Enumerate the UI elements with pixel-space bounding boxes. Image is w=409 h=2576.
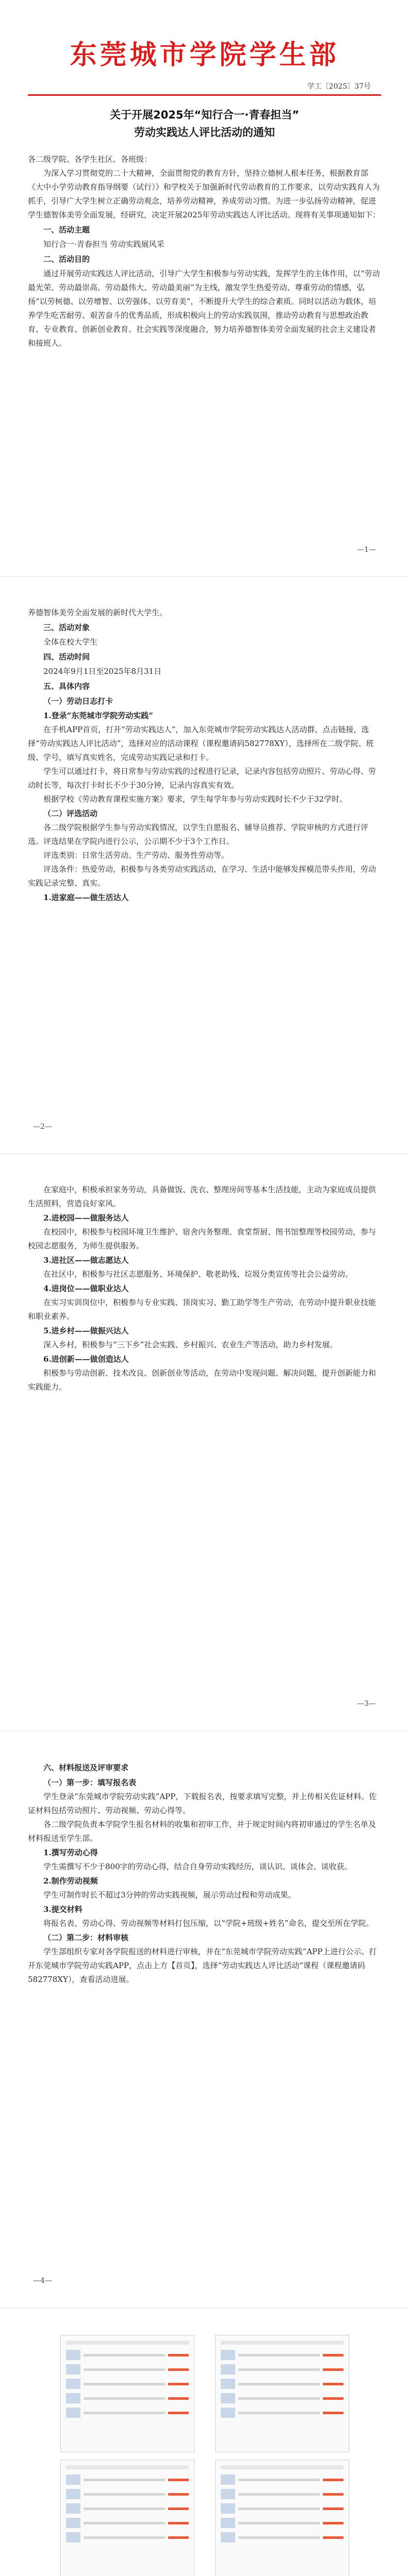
continued-paragraph: 养德智体美劳全面发展的新时代大学生。 [28,608,168,617]
purpose-paragraph: 通过开展劳动实践达人评比活动，引导广大学生积极参与劳动实践，发挥学生的主体作用，以“劳动最光荣、劳动最崇高、劳动最伟大、劳动最美丽”为主线，激发学生热爱劳动、尊重劳动的情感，弘扬“以劳树德、以劳增智、以劳强体、以劳育美”，不断提升大学生的综合素质。同时以活动为载体，培养学生吃苦耐劳、艰苦奋斗的优秀品质，形成积极向上的劳动实践氛围，推动劳动教育与思想政治教育、专业教育、创新创业教育、社会实践等深度融合，努力培养德智体美劳全面发展的社会主义建设者和接班人。 [28,269,380,348]
document-number: 学工〔2025〕37号 [307,82,371,91]
subheading-community: 3.进社区——做志愿达人 [43,1256,129,1265]
theme-text: 知行合一·青春担当 劳动实践展风采 [43,240,165,249]
org-header: 东莞城市学院学生部 [70,40,339,71]
section-heading-materials: 六、材料报送及评审要求 [43,1763,129,1772]
subheading-checkin: （一）劳动日志打卡 [43,697,113,706]
subheading-innovation: 6.进创新——做创造达人 [43,1354,129,1364]
title-line-1: 关于开展2025年“知行合一·青春担当” [109,109,300,121]
document-page-4 [0,1731,409,2308]
requirement-paragraph: 根据学校《劳动教育课程实施方案》要求，学生每学年参与劳动实践时长不少于32学时。 [43,794,348,804]
category-paragraph: 评选类别：日常生活劳动、生产劳动、服务性劳动等。 [43,851,230,860]
target-text: 全体在校大学生 [43,637,98,647]
submit-paragraph: 将报名表、劳动心得、劳动视频等材料打包压缩，以“学院+班级+姓名”命名，提交至所在学院。 [43,1919,374,1928]
step1-paragraph-b: 各二级学院负责本学院学生报名材料的收集和初审工作，并于规定时间内将初审通过的学生名单及材料报送至学生部。 [28,1820,377,1843]
intro-paragraph: 为深入学习贯彻党的二十大精神，全面贯彻党的教育方针，坚持立德树人根本任务，根据教育部《大中小学劳动教育指导纲要（试行）》和学校关于加强新时代劳动教育的工作要求，以劳动实践育人为抓手，引导广大学生树立正确劳动观念，培养劳动精神，养成劳动习惯。为进一步弘扬劳动精神，促进学生德智体美劳全面发展，经研究，决定开展2025年劳动实践达人评比活动。现将有关事项通知如下： [28,168,381,219]
title-line-2: 劳动实践达人评比活动的通知 [134,126,275,139]
subheading-rural: 5.进乡村——做振兴达人 [43,1326,129,1335]
document-page-3 [0,1154,409,1731]
subheading-evaluation: （二）评选活动 [43,809,98,818]
subheading-submit: 3.提交材料 [43,1905,83,1914]
subheading-campus: 2.进校园——做服务达人 [43,1213,129,1223]
app-screenshot [215,2335,349,2452]
step1-paragraph-a: 学生登录“东莞城市学院劳动实践”APP，下载报名表，按要求填写完整，并上传相关佐证材料。佐证材料包括劳动照片、劳动视频、劳动心得等。 [28,1792,377,1815]
innovation-paragraph: 积极参与劳动创新、技术改良、创新创业等活动，在劳动中发现问题、解决问题，提升创新能力和实践能力。 [28,1368,377,1392]
rural-paragraph: 深入乡村，积极参与“三下乡”社会实践、乡村振兴、农业生产等活动，助力乡村发展。 [43,1340,338,1349]
review-paragraph: 学生部组织专家对各学院报送的材料进行审核，并在“东莞城市学院劳动实践”APP上进行公示。打开东莞城市学院劳动实践APP，点击上方【首页】，选择“劳动实践达人评比活动”课程（课程邀请码582778XY），查看活动进展。 [28,1947,377,1984]
community-paragraph: 在社区中，积极参与社区志愿服务、环境保护、敬老助残、垃圾分类宣传等社会公益劳动。 [43,1269,353,1279]
document-page-2 [0,577,409,1154]
subheading-step-1: （一）第一步：填写报名表 [43,1778,137,1787]
document-page-1 [0,0,409,577]
section-heading-time: 四、活动时间 [43,652,90,662]
campus-paragraph: 在校园中，积极参与校园环境卫生维护、宿舍内务整理、食堂帮厨、图书馆整理等校园劳动，参与校园志愿服务，为师生提供服务。 [28,1227,377,1250]
red-divider [28,94,381,96]
evaluation-paragraph: 各二级学院根据学生参与劳动实践情况，以学生自愿报名、辅导员推荐、学院审核的方式进行评选。评选结果在学院内进行公示，公示期不少于3个工作日。 [28,823,369,846]
subheading-video: 2.制作劳动视频 [43,1876,98,1886]
subheading-app-login: 1.登录“东莞城市学院劳动实践” [43,711,153,720]
home-paragraph: 在家庭中，积极承担家务劳动，具备做饭、洗衣、整理房间等基本生活技能，主动为家庭成员提供生活照料，营造良好家风。 [28,1185,377,1208]
subheading-home: 1.进家庭——做生活达人 [43,893,129,902]
video-paragraph: 学生可制作时长不超过3分钟的劳动实践视频，展示劳动过程和劳动成果。 [43,1890,296,1900]
condition-paragraph: 评选条件：热爱劳动，积极参与各类劳动实践活动，在学习、生活中能够发挥模范带头作用，劳动实践记录完整、真实。 [28,865,377,888]
app-screenshot [215,2460,349,2576]
app-screenshot [60,2460,194,2576]
subheading-reflection: 1.撰写劳动心得 [43,1848,98,1857]
salutation: 各二级学院、各学生社区、各班级： [28,155,152,164]
record-paragraph: 学生可以通过打卡，将日常参与劳动实践的过程进行记录，记录内容包括劳动照片、劳动心得、劳动时长等，每次打卡时长不少于30分钟，记录内容真实有效。 [28,767,377,790]
reflection-paragraph: 学生需撰写不少于800字的劳动心得，结合自身劳动实践经历，谈认识、谈体会、谈收获。 [43,1862,352,1871]
subheading-step-2: （二）第二步：材料审核 [43,1933,129,1942]
page-number: —2— [33,1123,52,1131]
app-paragraph: 在手机APP首页，打开“劳动实践达人”，加入东莞城市学院劳动实践达人活动群，点击链接，选择“劳动实践达人评比活动”，选择对应的活动课程（课程邀请码582778XY），选择所在二级学院、班级、学号，填写真实姓名，完成劳动实践记录和打卡。 [28,725,374,762]
section-heading-purpose: 二、活动目的 [43,255,90,264]
app-screenshot [60,2335,194,2452]
post-paragraph: 在实习实训岗位中，积极参与专业实践、顶岗实习、勤工助学等生产劳动，在劳动中提升职业技能和职业素养。 [28,1298,377,1321]
time-text: 2024年9月1日至2025年8月31日 [43,667,162,676]
section-heading-content: 五、具体内容 [43,682,90,691]
screenshot-grid [60,2335,349,2576]
page-number: —4— [33,2277,52,2285]
subheading-post: 4.进岗位——做职业达人 [43,1284,129,1293]
section-heading-theme: 一、活动主题 [43,225,90,234]
document-page-5 [0,2308,409,2576]
section-heading-target: 三、活动对象 [43,623,90,632]
document-title [28,106,381,141]
page-number: —1— [357,546,376,554]
page-number: —3— [357,1700,376,1708]
